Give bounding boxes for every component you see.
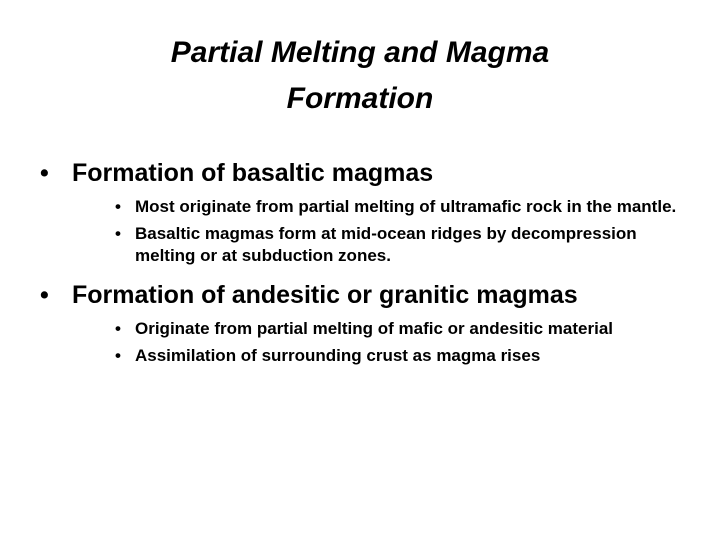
bullet-icon: • [115,346,121,365]
list-item-text: Assimilation of surrounding crust as magma rises [135,346,541,365]
bullet-icon: • [40,281,49,309]
list-item [115,345,690,367]
slide-title-line-1: Partial Melting and Magma [170,36,550,69]
bullet-icon: • [115,319,121,338]
slide-title-line-2: Formation [286,82,434,115]
bullet-icon: • [115,197,121,216]
bullet-icon: • [115,224,121,243]
bullet-icon: • [40,159,49,187]
sub-list-basaltic [115,196,690,267]
section-heading-text: Formation of basaltic magmas [72,159,434,187]
list-item [115,196,690,218]
section-heading-basaltic [40,158,690,188]
list-item-text: Originate from partial melting of mafic or andesitic material [135,319,614,338]
list-item [115,223,690,267]
list-item-text: Most originate from partial melting of ultramafic rock in the mantle. [135,197,677,216]
section-heading-andesitic [40,280,690,310]
list-item-text: Basaltic magmas form at mid-ocean ridges by decompression melting or at subduction zones. [135,224,637,265]
list-item [115,318,690,340]
sub-list-andesitic [115,318,690,367]
section-heading-text: Formation of andesitic or granitic magmas [72,281,578,309]
bullet-list [40,158,690,372]
slide-title [60,30,660,122]
